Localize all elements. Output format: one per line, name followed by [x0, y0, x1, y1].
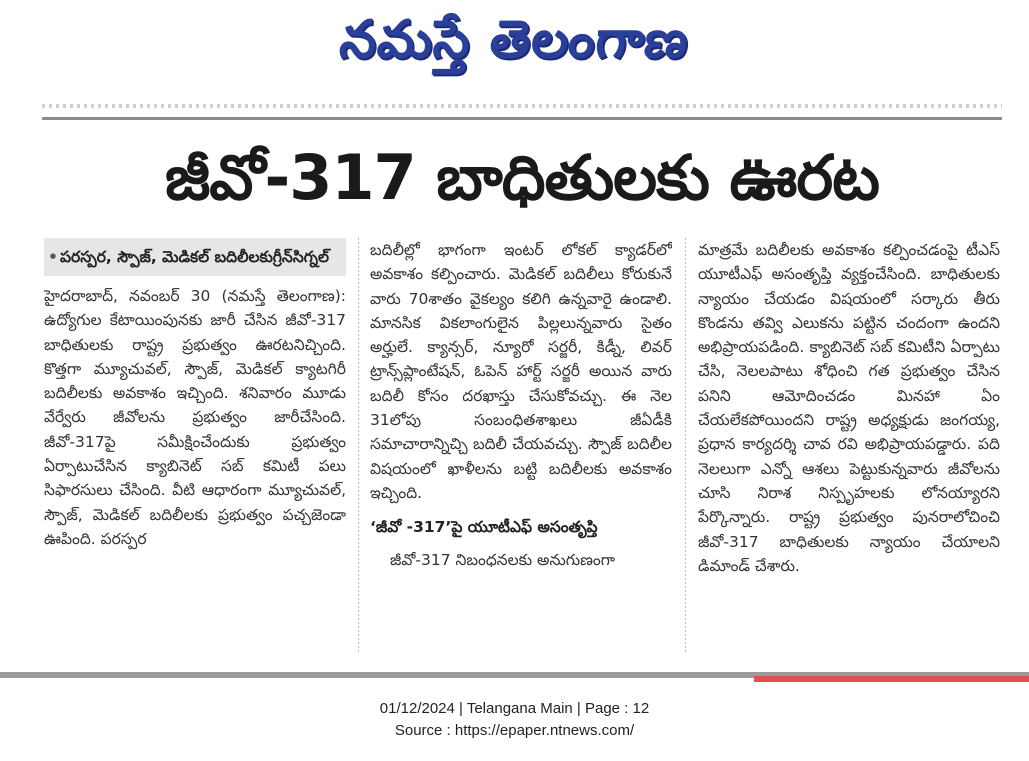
article-column-3: [698, 238, 1000, 658]
column-divider: [358, 238, 359, 653]
column-2-text-after: జీవో-317 నిబంధనలకు అనుగుణంగా: [390, 550, 616, 569]
masthead-title: నమస్తే తెలంగాణ: [337, 10, 692, 70]
highlight-box: [44, 238, 346, 276]
dotted-rule: [42, 104, 1002, 108]
footer-date-line: 01/12/2024 | Telangana Main | Page : 12: [379, 700, 650, 717]
footer: [0, 698, 1029, 742]
bottom-accent-rule: [754, 676, 1029, 682]
masthead-logo: [0, 2, 1029, 82]
article-column-1: [44, 238, 346, 658]
column-2-subhead: ‘జీవో -317’పై యూటీఎఫ్ అసంతృప్తి: [370, 518, 598, 537]
header-rule: [42, 117, 1002, 120]
column-2-text: బదిలీల్లో భాగంగా ఇంటర్ లోకల్ క్యాడర్‌లో అవకాశం కల్పించారు. మెడికల్ బదిలీలు కోరుకునే వారు 70శాతం వైకల్యం కలిగి ఉన్నవారై ఉండాలి. మానసిక వికలాంగులైన పిల్లలున్నవారు సైతం అర్హులే. క్యాన్సర్, న్యూరో సర్జరీ, కిడ్నీ, లివర్ ట్రాన్స్‌ప్లాంటేషన్, ఓపెన్ హార్ట్ సర్జరీ అయిన వారు బదిలీ కోసం దరఖాస్తు చేసుకోవచ్చు. ఈ నెల 31లోపు సంబంధితశాఖలు జీఏడీకి సమాచారాన్నిచ్చి బదిలీ చేయవచ్చు. స్పౌజ్ బదిలీల విషయంలో ఖాళీలను బట్టి బదిలీలకు అవకాశం ఇచ్చింది.: [370, 241, 672, 502]
footer-source-line: Source : https://epaper.ntnews.com/: [394, 722, 635, 739]
column-3-text: మాత్రమే బదిలీలకు అవకాశం కల్పించడంపై టీఎస్ యూటీఎఫ్ అసంతృప్తి వ్యక్తంచేసింది. బాధితులకు న్యాయం చేయడం విషయంలో సర్కారు తీరు కొండను తవ్వి ఎలుకను పట్టిన చందంగా ఉందని అభిప్రాయపడింది. క్యాబినెట్ సబ్ కమిటీని ఏర్పాటు చేసి, నెలలపాటు శోధించి గత ప్రభుత్వం చేసిన పనిని ఆమోదించడం మినహా ఏం చేయలేకపోయిందని రాష్ట్ర అధ్యక్షుడు జంగయ్య, ప్రధాన కార్యదర్శి చావ రవి అభిప్రాయపడ్డారు. పది నెలలుగా ఎన్నో ఆశలు పెట్టుకున్నవారు జీవోలను చూసి నిరాశ నిస్పృహలకు లోనయ్యారని పేర్కొన్నారు. రాష్ట్ర ప్రభుత్వం పునరాలోచించి జీవో-317 బాధితులకు న్యాయం చేయాలని డిమాండ్ చేశారు.: [698, 241, 1000, 575]
column-divider: [685, 238, 686, 653]
bullet-icon: •: [48, 248, 58, 266]
article-column-2: [370, 238, 672, 658]
highlight-text: పరస్పర, స్పౌజ్, మెడికల్ బదిలీలకుగ్రీన్‌సిగ్నల్: [60, 248, 329, 266]
column-1-text: హైదరాబాద్, నవంబర్ 30 (నమస్తే తెలంగాణ): ఉద్యోగుల కేటాయింపునకు జారీ చేసిన జీవో-317 బాధితులకు రాష్ట్ర ప్రభుత్వం ఊరటనిచ్చింది. కొత్తగా మ్యూచువల్, స్పౌజ్, మెడికల్ క్యాటగిరీ బదిలీలకు అవకాశం ఇచ్చింది. శనివారం మూడు వేర్వేరు జీవోలను ప్రభుత్వం జారీచేసింది. జీవో-317పై సమీక్షించేందుకు ప్రభుత్వం ఏర్పాటుచేసిన క్యాబినెట్ సబ్ కమిటీ పలు సిఫారసులు చేసింది. వీటి ఆధారంగా మ్యూచువల్, స్పౌజ్, మెడికల్ బదిలీలకు ప్రభుత్వం పచ్చజెండా ఊపింది. పరస్పర: [44, 287, 346, 548]
headline: జీవో-317 బాధితులకు ఊరట: [164, 141, 880, 214]
